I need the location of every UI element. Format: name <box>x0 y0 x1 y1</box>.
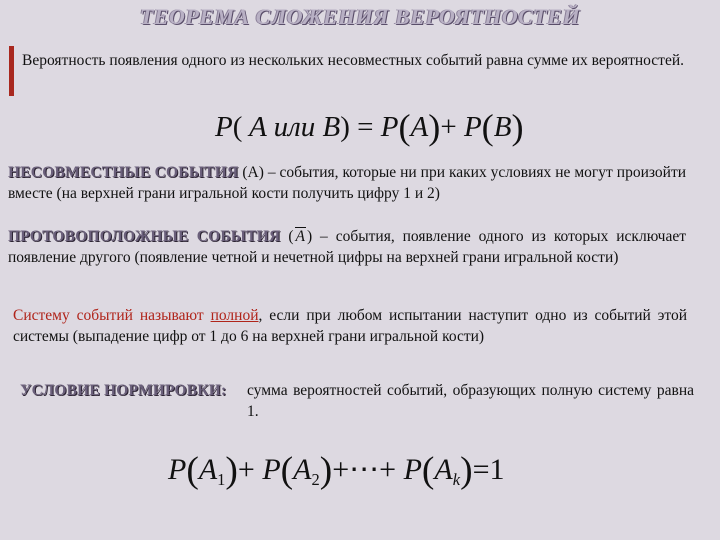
incompatible-term: НЕСОВМЕСТНЫЕ СОБЫТИЯ <box>8 164 239 181</box>
norm-a3: A <box>434 453 453 486</box>
full-system-block <box>13 305 687 347</box>
normalization-text: сумма вероятностей событий, образующих полную систему равна 1. <box>247 382 694 420</box>
norm-a1: A <box>198 453 218 486</box>
formula-rhs2-p: P <box>463 111 482 143</box>
formula-plus: + <box>440 111 457 143</box>
opposite-text: ) – события, появление одного из которых исключает появление другого (появление четной и нечетной цифры на верхней грани игральной кости) <box>8 228 687 266</box>
paren-right-icon: ) <box>460 450 473 491</box>
opposite-open-paren: ( <box>288 228 294 245</box>
opposite-term: ПРОТОВОПОЛОЖНЫЕ СОБЫТИЯ <box>8 228 281 245</box>
paren-right-icon: ) <box>225 450 238 491</box>
norm-dots: ⋯ <box>349 453 380 486</box>
formula-a: A <box>249 111 267 143</box>
paren-left-icon: ( <box>481 107 494 147</box>
incompatible-text: (А) – события, которые ни при каких условиях не могут произойти вместе (на верхней грани игральной кости получить цифру 1 и 2) <box>8 164 687 202</box>
slide-title: ТЕОРЕМА СЛОЖЕНИЯ ВЕРОЯТНОСТЕЙ <box>139 4 581 29</box>
norm-sub1: 1 <box>217 469 226 489</box>
accent-bar <box>9 46 14 96</box>
norm-p3: P <box>403 453 422 486</box>
formula-rhs1-p: P <box>380 111 399 143</box>
formula-ili: или <box>273 111 316 143</box>
formula-rhs2-b: B <box>493 111 512 143</box>
full-system-text-after: , если при любом испытании наступит одно из событий этой системы (выпадение цифр от 1 до 6 на верхней грани игральной кости) <box>13 307 688 345</box>
paren-left-icon: ( <box>186 450 199 491</box>
norm-plus2: + <box>332 453 350 486</box>
paren-left-icon: ( <box>280 450 294 491</box>
norm-plus1: + <box>237 453 255 486</box>
norm-plus3: + <box>379 453 397 486</box>
norm-one: 1 <box>489 453 505 486</box>
theorem-text: Вероятность появления одного из нескольких несовместных событий равна сумме их вероятностей. <box>22 52 684 69</box>
formula-p: P <box>215 111 233 143</box>
addition-formula <box>215 106 524 148</box>
full-system-highlight: полной <box>210 307 259 324</box>
paren-left-icon: ( <box>398 107 411 147</box>
formula-equals: = <box>357 111 374 143</box>
norm-sub2: 2 <box>311 469 320 489</box>
formula-open-paren: ( <box>232 111 243 143</box>
norm-p2: P <box>262 453 281 486</box>
formula-close-paren: ) <box>340 111 350 143</box>
paren-right-icon: ) <box>428 107 441 147</box>
paren-right-icon: ) <box>511 107 524 147</box>
paren-left-icon: ( <box>421 450 435 491</box>
normalization-term: УСЛОВИЕ НОРМИРОВКИ: <box>20 382 227 399</box>
a-bar-symbol: А <box>295 228 305 245</box>
incompatible-events-block <box>8 162 686 204</box>
normalization-formula <box>168 449 504 492</box>
norm-p1: P <box>168 453 187 486</box>
norm-equals: = <box>472 453 490 486</box>
norm-subk: k <box>452 469 461 489</box>
paren-right-icon: ) <box>319 450 333 491</box>
formula-b: B <box>322 111 341 143</box>
full-system-text-before: Систему событий называют <box>13 307 204 324</box>
formula-rhs1-a: A <box>410 111 429 143</box>
opposite-events-block <box>8 226 686 268</box>
norm-a2: A <box>293 453 312 486</box>
